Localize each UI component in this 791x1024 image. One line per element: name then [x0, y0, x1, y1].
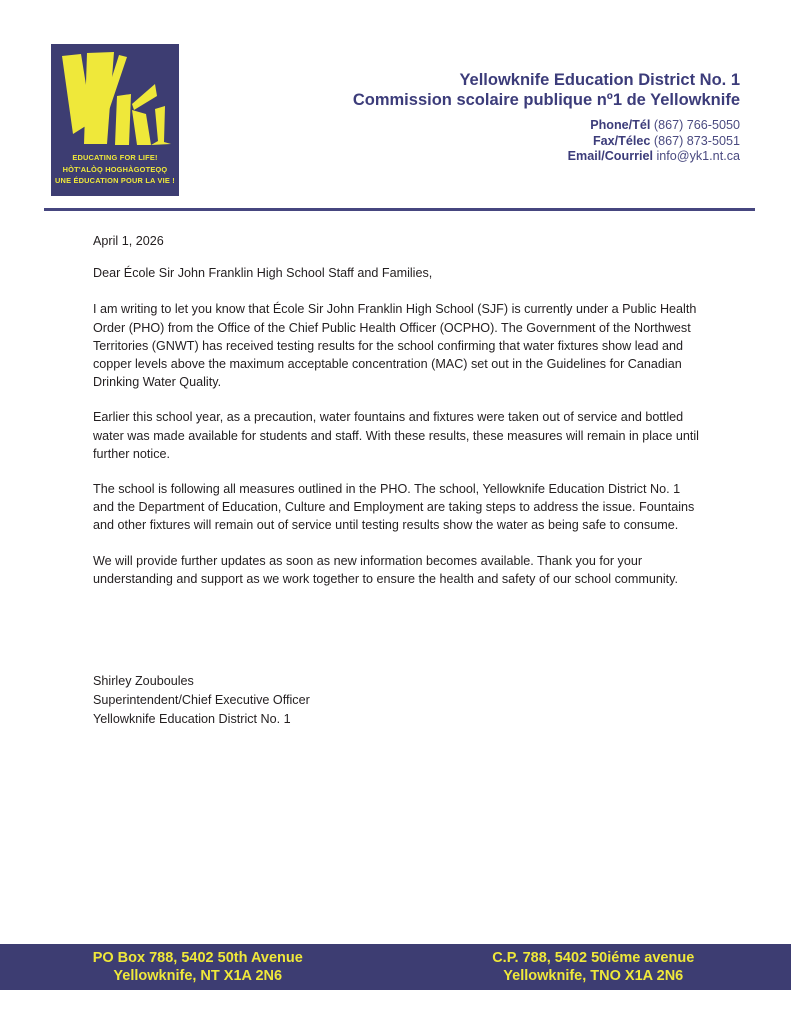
yk1-logo: [51, 44, 179, 196]
footer-address-french-line-2: Yellowknife, TNO X1A 2N6: [503, 968, 684, 984]
letter-salutation: Dear École Sir John Franklin High School Staff and Families,: [93, 266, 433, 281]
contact-email-value[interactable]: info@yk1.nt.ca: [656, 149, 740, 163]
footer-address-english-line-2: Yellowknife, NT X1A 2N6: [113, 968, 283, 984]
logo-tagline: [51, 152, 179, 187]
header-divider: [44, 208, 755, 211]
logo-tagline-line-3: UNE ÉDUCATION POUR LA VIE !: [55, 176, 175, 185]
letterhead-text: [353, 70, 740, 165]
contact-info: [353, 118, 740, 165]
signature-block: [93, 672, 310, 729]
contact-fax-value: (867) 873-5051: [653, 133, 740, 148]
signatory-name: Shirley Zouboules: [93, 674, 194, 688]
contact-phone: [353, 118, 740, 134]
contact-email: [353, 149, 740, 165]
letter-paragraph-3: The school is following all measures outlined in the PHO. The school, Yellowknife Education District No. 1 and the Department of Education, Culture and Employment are taking steps to address the issue. Fountains and other fixtures will remain out of service until testing results show the water as being safe to consume.: [93, 482, 695, 533]
contact-email-label: Email/Courriel: [567, 149, 653, 163]
footer-address-english-line-1: PO Box 788, 5402 50th Avenue: [92, 950, 303, 966]
org-title-english: Yellowknife Education District No. 1: [459, 71, 740, 89]
signatory-role: Superintendent/Chief Executive Officer: [93, 693, 310, 707]
letter-body: [93, 232, 703, 605]
yk1-logo-mark: [51, 44, 179, 156]
footer-address-french: [396, 949, 791, 985]
letter-date: April 1, 2026: [93, 234, 164, 248]
org-title-french: Commission scolaire publique nº1 de Yellowknife: [352, 91, 740, 109]
contact-fax-label: Fax/Télec: [592, 133, 651, 148]
letter-paragraph-4: We will provide further updates as soon as new information becomes available. Thank you for your understanding and support as we work together to ensure the health and safety of our school community.: [93, 553, 679, 586]
logo-tagline-line-1: EDUCATING FOR LIFE!: [72, 153, 158, 162]
contact-fax: [353, 134, 740, 150]
footer-address-french-line-1: C.P. 788, 5402 50iéme avenue: [492, 950, 695, 966]
letterhead: [0, 0, 791, 200]
contact-phone-label: Phone/Tél: [590, 118, 651, 132]
signatory-organization: Yellowknife Education District No. 1: [93, 712, 291, 726]
letter-paragraph-2: Earlier this school year, as a precaution, water fountains and fixtures were taken out of service and bottled water was made available for students and staff. With these results, these measures will remain in place until further notice.: [93, 410, 699, 461]
logo-tagline-line-2: HÒT'ALÒǪ HOGHÀGOTEǪǪ: [62, 164, 168, 174]
contact-phone-value: (867) 766-5050: [653, 118, 740, 132]
letter-paragraph-1: I am writing to let you know that École Sir John Franklin High School (SJF) is currently under a Public Health Order (PHO) from the Office of the Chief Public Health Officer (OCPHO). The Government of the Northwest Territories (GNWT) has received testing results for the school confirming that water fixtures show lead and copper levels above the maximum acceptable concentration (MAC) set out in the Guidelines for Canadian Drinking Water Quality.: [93, 302, 697, 390]
footer-address-english: [0, 949, 396, 985]
footer-bar: [0, 944, 791, 990]
